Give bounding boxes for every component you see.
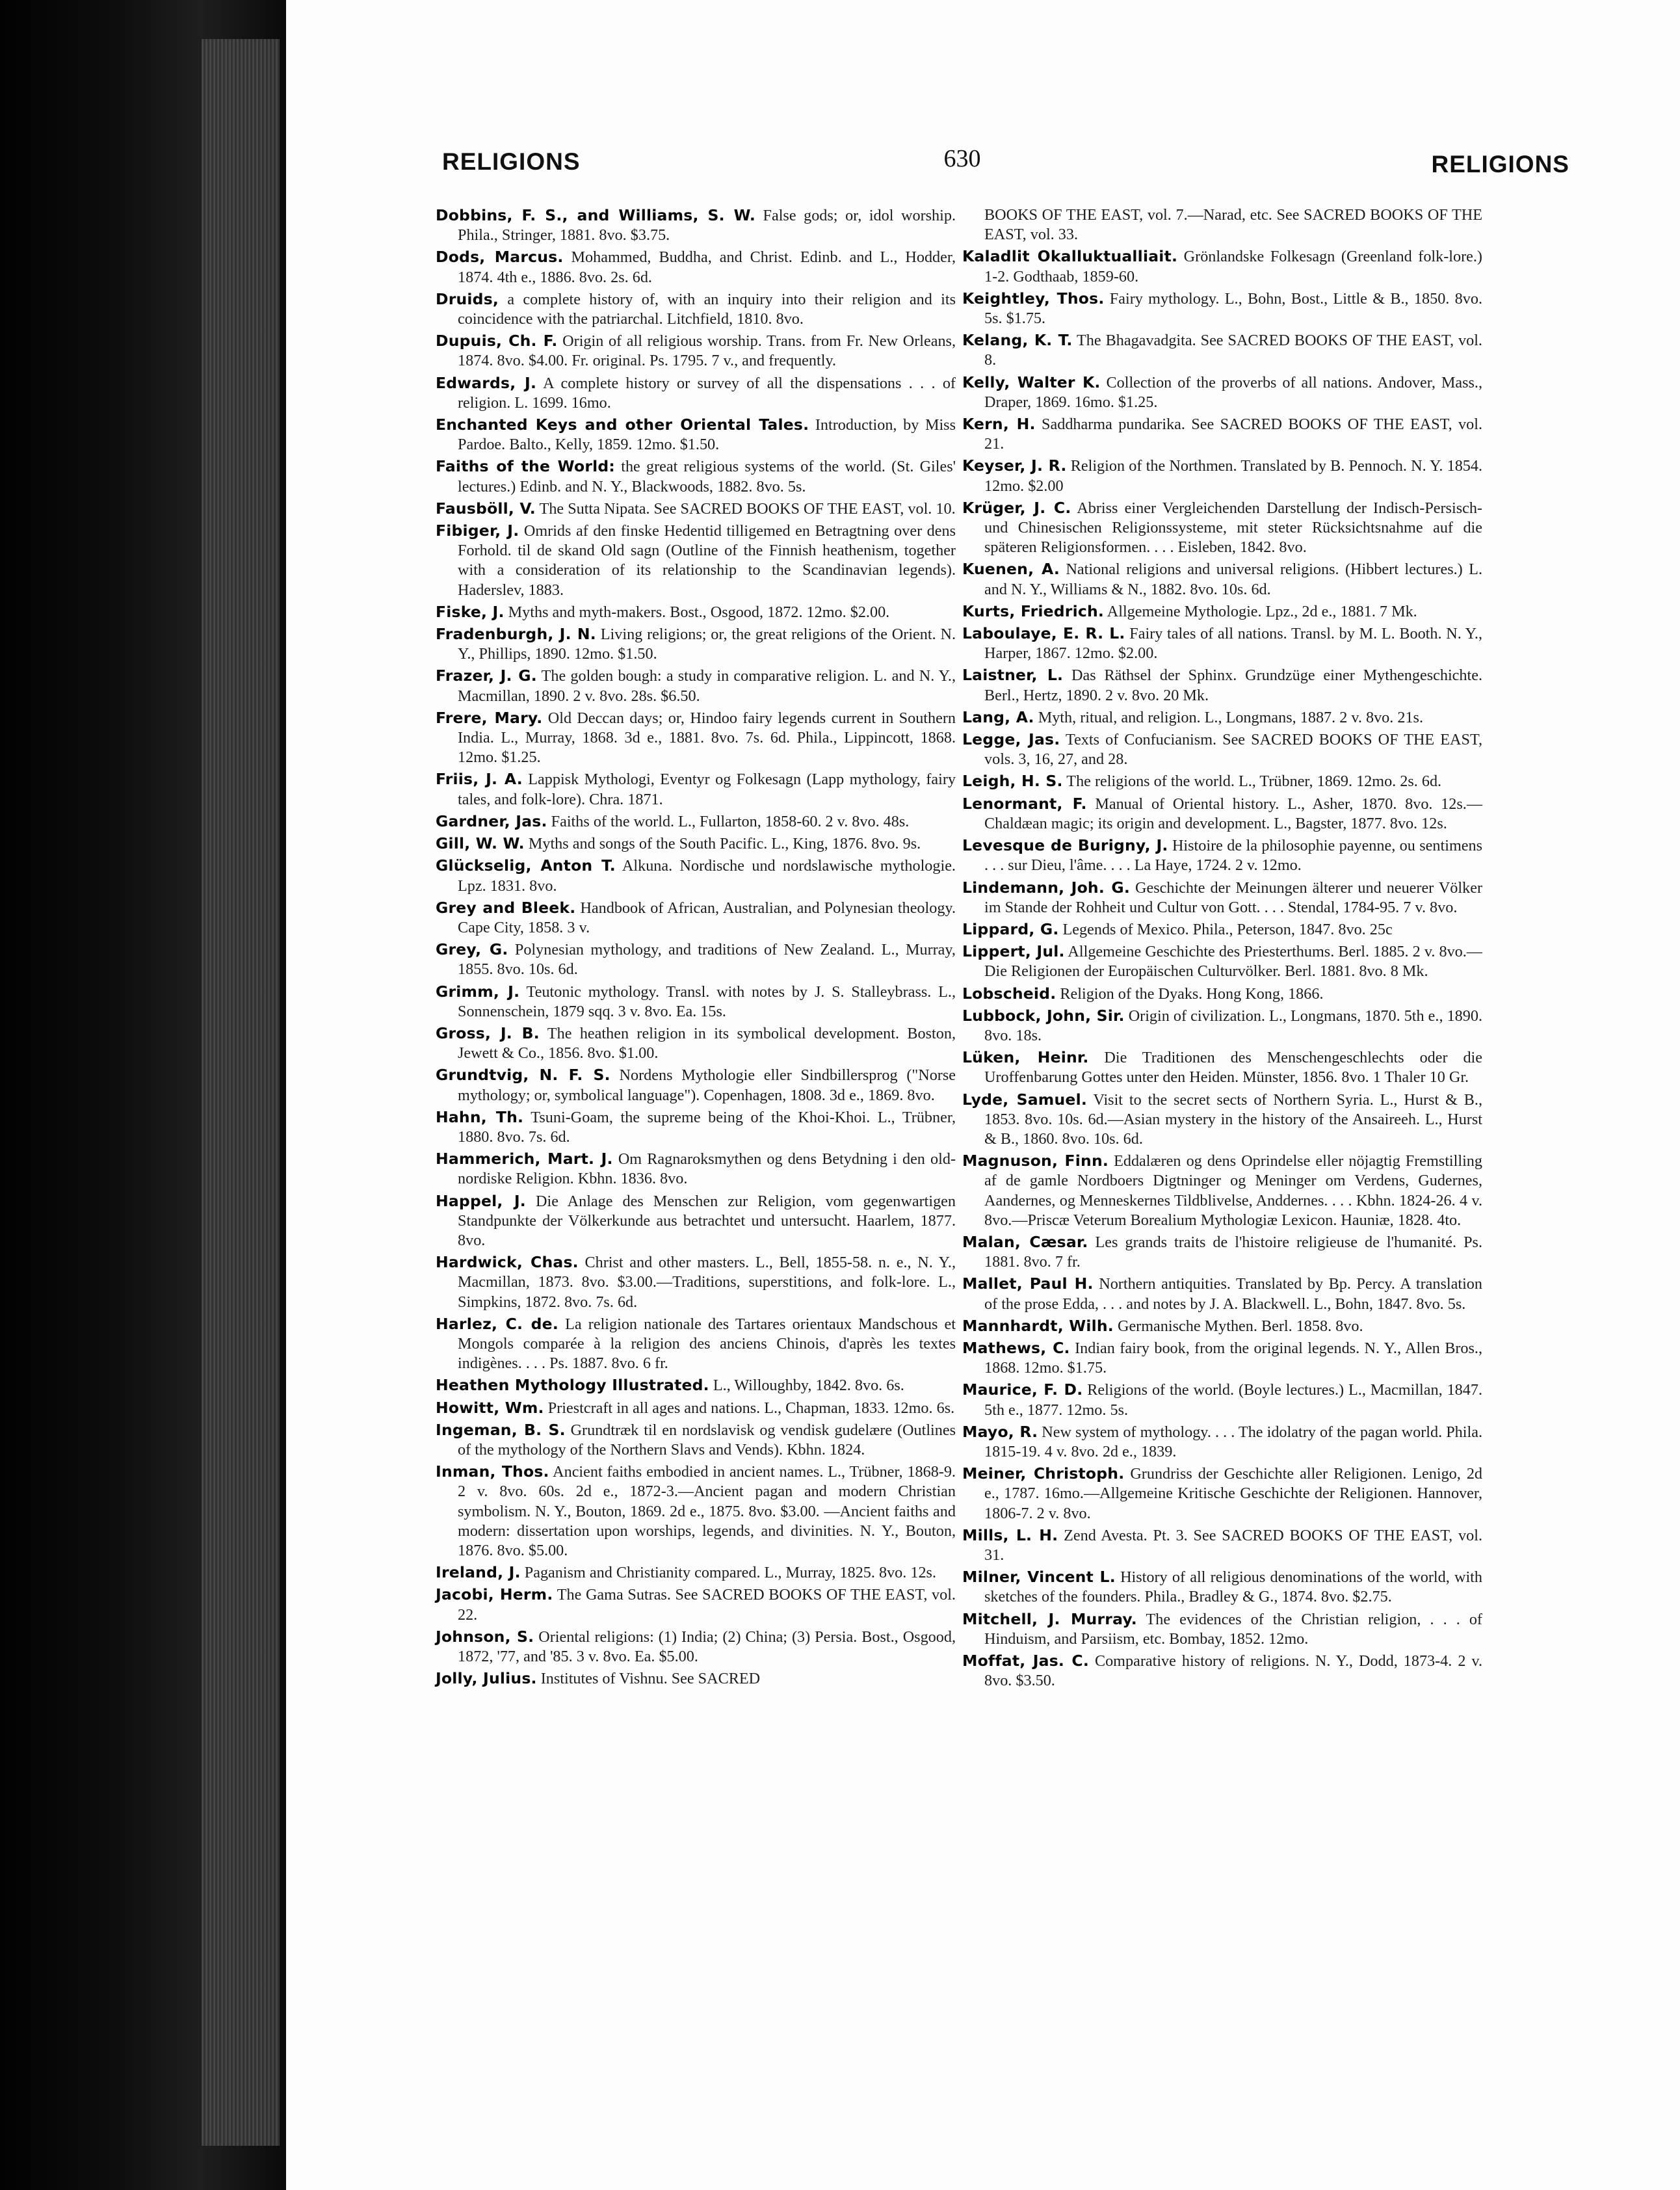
bibliography-entry xyxy=(962,1422,1482,1462)
entry-author: Krüger, J. C. xyxy=(962,498,1071,517)
entry-author: Harlez, C. de. xyxy=(436,1314,558,1333)
page-number: 630 xyxy=(943,145,981,172)
bibliography-entry xyxy=(436,1627,956,1667)
entry-author: Lindemann, Joh. G. xyxy=(962,878,1130,897)
entry-author: Mannhardt, Wilh. xyxy=(962,1316,1114,1335)
bibliography-entry xyxy=(436,856,956,895)
bibliography-entry xyxy=(436,624,956,664)
bibliography-entry xyxy=(962,942,1482,981)
entry-author: Grundtvig, N. F. S. xyxy=(436,1066,610,1085)
entry-text: Myths and myth-makers. Bost., Osgood, 1872. 12mo. $2.00. xyxy=(508,603,890,621)
entry-author: Hammerich, Mart. J. xyxy=(436,1150,613,1168)
entry-text: Myth, ritual, and religion. L., Longmans, 1887. 2 v. 8vo. 21s. xyxy=(1038,708,1424,726)
entry-text: Lappisk Mythologi, Eventyr og Folkesagn (Lapp mythology, fairy tales, and folk-lore). Chra. 1871. xyxy=(458,771,956,808)
entry-author: Howitt, Wm. xyxy=(436,1398,544,1417)
bibliography-entry xyxy=(962,373,1482,412)
entry-text: The Bhagavadgita. See SACRED BOOKS OF THE EAST, vol. 8. xyxy=(984,332,1482,369)
entry-text: The heathen religion in its symbolical development. Boston, Jewett & Co., 1856. 8vo. $1.00. xyxy=(458,1024,956,1062)
entry-author: Kurts, Friedrich. xyxy=(962,601,1105,620)
entry-author: Mitchell, J. Murray. xyxy=(962,1609,1137,1628)
bibliography-entry xyxy=(436,521,956,600)
entry-text: Texts of Confucianism. See SACRED BOOKS OF THE EAST, vols. 3, 16, 27, and 28. xyxy=(984,731,1482,769)
bibliography-entry xyxy=(436,289,956,329)
entry-text: Religions of the world. (Boyle lectures.) L., Macmillan, 1847. 5th e., 1877. 12mo. 5s. xyxy=(984,1381,1483,1419)
bibliography-entry xyxy=(436,1669,956,1689)
entry-text: Ancient faiths embodied in ancient names. L., Trübner, 1868-9. 2 v. 8vo. 60s. 2d e., 1872-3.—Ancient pagan and modern Christian symbolism. N. Y., Bouton, 1869. 2d e., 1875. 8vo. $3.00. —Ancient faiths and modern: dissertation upon worships, legends, and divinities. N. Y., Bouton, 1876. 8vo. $5.00. xyxy=(458,1463,956,1559)
entry-author: Keightley, Thos. xyxy=(962,289,1105,308)
entry-text: Old Deccan days; or, Hindoo fairy legends current in Southern India. L., Murray, 1868. 3d e., 1881. 8vo. 7s. 6d. Phila., Lippincott, 1868. 12mo. $1.25. xyxy=(458,709,956,767)
bibliography-entry xyxy=(436,1563,956,1583)
bibliography-entry xyxy=(962,1525,1482,1565)
entry-author: Happel, J. xyxy=(436,1191,526,1210)
bibliography-entry xyxy=(436,331,956,371)
bibliography-entry xyxy=(436,1585,956,1624)
entry-text: Histoire de la philosophie payenne, ou sentimens . . . sur Dieu, l'âme. . . . La Haye, 1724. 2 v. 12mo. xyxy=(984,837,1482,875)
entry-text: Eddalæren og dens Oprindelse eller nöjagtig Fremstilling af de gamle Nordboers Digtninger og Meninger om Verdens, Gudernes, Aandernes, og Menneskernes Tildblivelse, Anddernes. . . . Kbhn. 1824-26. 4 v. 8vo.—Priscæ Veterum Borealium Mythologiæ Lexicon. Hauniæ, 1828. 4to. xyxy=(984,1152,1482,1229)
entry-text: Origin of civilization. L., Longmans, 1870. 5th e., 1890. 8vo. 18s. xyxy=(984,1007,1482,1044)
bibliography-entry xyxy=(962,559,1482,599)
bibliography-entry xyxy=(962,1090,1482,1150)
entry-author: Grimm, J. xyxy=(436,982,520,1001)
entry-author: Lippert, Jul. xyxy=(962,942,1065,961)
entry-text: Abriss einer Vergleichenden Darstellung der Indisch-Persisch- und Chinesischen Religionssysteme, mit steter Rücksichtsnahme auf die späteren Religionsformen. . . . Eisleben, 1842. 8vo. xyxy=(984,499,1482,557)
bibliography-entry xyxy=(436,834,956,854)
entry-text: Nordens Mythologie eller Sindbillersprog ("Norse mythology; or, symbolical language"). Copenhagen, 1808. 3d e., 1869. 8vo. xyxy=(458,1066,956,1104)
bibliography-entry xyxy=(436,982,956,1022)
entry-text: the great religious systems of the world. (St. Giles' lectures.) Edinb. and N. Y., Blackwoods, 1882. 8vo. 5s. xyxy=(458,458,956,495)
bibliography-entry xyxy=(962,624,1482,663)
bibliography-entry xyxy=(962,1609,1482,1649)
continued-entry-text: BOOKS OF THE EAST, vol. 7.—Narad, etc. See SACRED BOOKS OF THE EAST, vol. 33. xyxy=(984,206,1482,244)
entry-author: Lenormant, F. xyxy=(962,794,1087,813)
entry-text: Teutonic mythology. Transl. with notes by J. S. Stalleybrass. L., Sonnenschein, 1879 sqq. 3 v. 8vo. Ea. 15s. xyxy=(458,983,956,1020)
entry-author: Mayo, R. xyxy=(962,1422,1038,1441)
entry-author: Fibiger, J. xyxy=(436,521,519,540)
bibliography-entry xyxy=(436,811,956,832)
entry-author: Magnuson, Finn. xyxy=(962,1152,1109,1170)
bibliography-entry xyxy=(962,1380,1482,1419)
entry-author: Enchanted Keys and other Oriental Tales. xyxy=(436,416,809,434)
entry-author: Dods, Marcus. xyxy=(436,248,564,267)
entry-text: Christ and other masters. L., Bell, 1855-58. n. e., N. Y., Macmillan, 1873. 8vo. $3.00.—Traditions, superstitions, and folk-lore. L., Simpkins, 1872. 8vo. 7s. 6d. xyxy=(458,1254,956,1311)
bibliography-entry xyxy=(962,1048,1482,1087)
bibliography-entry xyxy=(962,794,1482,834)
bibliography-entry xyxy=(962,1338,1482,1378)
entry-text: Die Anlage des Menschen zur Religion, vom gegenwartigen Standpunkte der Völkerkunde aus betrachtet und untersucht. Haarlem, 1877. 8vo. xyxy=(458,1192,956,1249)
entry-text: Fairy tales of all nations. Transl. by M. L. Booth. N. Y., Harper, 1867. 12mo. $2.00. xyxy=(984,625,1482,663)
bibliography-entry xyxy=(436,1191,956,1251)
entry-text: Northern antiquities. Translated by Bp. Percy. A translation of the prose Edda, . . . and notes by J. A. Blackwell. L., Bohn, 1847. 8vo. 5s. xyxy=(984,1275,1482,1313)
bibliography-entry xyxy=(962,1651,1482,1691)
bibliography-entry xyxy=(436,1420,956,1460)
entry-author: Fausböll, V. xyxy=(436,499,536,518)
entry-text: Oriental religions: (1) India; (2) China; (3) Persia. Bost., Osgood, 1872, '77, and '85. 3 v. 8vo. Ea. $5.00. xyxy=(458,1628,956,1666)
entry-text: Legends of Mexico. Phila., Peterson, 1847. 8vo. 25c xyxy=(1062,920,1393,938)
entry-author: Friis, J. A. xyxy=(436,770,523,789)
bibliography-entry xyxy=(962,836,1482,875)
bibliography-entry xyxy=(962,771,1482,791)
bibliography-entry xyxy=(436,602,956,622)
entry-author: Hardwick, Chas. xyxy=(436,1253,579,1272)
entry-text: Myths and songs of the South Pacific. L., King, 1876. 8vo. 9s. xyxy=(528,835,921,853)
entry-text: The Sutta Nipata. See SACRED BOOKS OF THE EAST, vol. 10. xyxy=(539,499,956,518)
entry-author: Jacobi, Herm. xyxy=(436,1585,553,1604)
bibliography-entry xyxy=(436,415,956,455)
entry-author: Fradenburgh, J. N. xyxy=(436,625,596,644)
bibliography-entry xyxy=(962,414,1482,454)
entry-author: Leigh, H. S. xyxy=(962,772,1063,791)
bibliography-entry xyxy=(962,707,1482,728)
entry-text: Handbook of African, Australian, and Polynesian theology. Cape City, 1858. 3 v. xyxy=(458,899,956,936)
entry-author: Frere, Mary. xyxy=(436,708,543,727)
bibliography-entry xyxy=(436,1023,956,1063)
bibliography-entry xyxy=(436,1252,956,1312)
entry-author: Malan, Cæsar. xyxy=(962,1232,1088,1251)
entry-author: Legge, Jas. xyxy=(962,730,1060,749)
entry-text: Introduction, by Miss Pardoe. Balto., Kelly, 1859. 12mo. $1.50. xyxy=(458,416,956,454)
bibliography-entry xyxy=(962,456,1482,495)
entry-text: Allgemeine Geschichte des Priesterthums. Berl. 1885. 2 v. 8vo.—Die Religionen der Europäischen Culturvölker. Berl. 1881. 8vo. 8 Mk. xyxy=(984,943,1482,981)
entry-text: La religion nationale des Tartares orientaux Mandschous et Mongols comparée à la religion des anciens Chinois, d'après les textes indigènes. . . . Ps. 1887. 8vo. 6 fr. xyxy=(458,1315,956,1373)
entry-text: Grundriss der Geschichte aller Religionen. Lenigo, 2d e., 1787. 16mo.—Allgemeine Kritische Geschichte der Religionen. Hannover, 1806-7. 2 v. 8vo. xyxy=(984,1465,1483,1522)
entry-author: Lang, A. xyxy=(962,707,1034,726)
entry-text: Mohammed, Buddha, and Christ. Edinb. and L., Hodder, 1874. 4th e., 1886. 8vo. 2s. 6d. xyxy=(458,248,956,286)
entry-author: Lüken, Heinr. xyxy=(962,1048,1089,1067)
bibliography-entry xyxy=(962,665,1482,705)
entry-text: Allgemeine Mythologie. Lpz., 2d e., 1881. 7 Mk. xyxy=(1107,602,1417,620)
bibliography-entry xyxy=(436,898,956,938)
entry-text: The golden bough: a study in comparative religion. L. and N. Y., Macmillan, 1890. 2 v. 8vo. 28s. $6.50. xyxy=(458,667,956,705)
bibliography-entry xyxy=(436,247,956,287)
bibliography-entry xyxy=(436,708,956,768)
entry-text: Faiths of the world. L., Fullarton, 1858-60. 2 v. 8vo. 48s. xyxy=(551,812,910,830)
entry-text: L., Willoughby, 1842. 8vo. 6s. xyxy=(713,1377,904,1395)
entry-text: Comparative history of religions. N. Y., Dodd, 1873-4. 2 v. 8vo. $3.50. xyxy=(984,1652,1482,1690)
bibliography-entry xyxy=(436,1462,956,1561)
bibliography-entry xyxy=(436,1314,956,1374)
bibliography-entry xyxy=(962,984,1482,1004)
entry-text: Zend Avesta. Pt. 3. See SACRED BOOKS OF THE EAST, vol. 31. xyxy=(984,1526,1482,1564)
entry-author: Frazer, J. G. xyxy=(436,666,537,685)
entry-author: Grey, G. xyxy=(436,940,508,959)
entry-text: Grundtræk til en nordslavisk og vendisk gudelære (Outlines of the mythology of the Northern Slavs and Vends). Kbhn. 1824. xyxy=(458,1421,956,1458)
entry-text: Institutes of Vishnu. See SACRED xyxy=(540,1670,761,1688)
bibliography-entry xyxy=(962,919,1482,940)
entry-text: A complete history or survey of all the dispensations . . . of religion. L. 1699. 16mo. xyxy=(458,374,956,412)
entry-text: Paganism and Christianity compared. L., Murray, 1825. 8vo. 12s. xyxy=(524,1564,937,1582)
entry-author: Jolly, Julius. xyxy=(436,1669,537,1688)
entry-author: Keyser, J. R. xyxy=(962,456,1067,475)
entry-author: Hahn, Th. xyxy=(436,1107,524,1126)
bibliography-entry xyxy=(436,456,956,496)
entry-text: Manual of Oriental history. L., Asher, 1870. 8vo. 12s.—Chaldæan magic; its origin and development. L., Bagster, 1877. 8vo. 12s. xyxy=(984,795,1483,832)
entry-text: Religion of the Northmen. Translated by B. Pennoch. N. Y. 1854. 12mo. $2.00 xyxy=(984,457,1483,495)
entry-author: Gill, W. W. xyxy=(436,834,525,853)
entry-text: Saddharma pundarika. See SACRED BOOKS OF THE EAST, vol. 21. xyxy=(984,416,1482,453)
entry-text: Fairy mythology. L., Bohn, Bost., Little & B., 1850. 8vo. 5s. $1.75. xyxy=(984,289,1482,328)
entry-text: Visit to the secret sects of Northern Syria. L., Hurst & B., 1853. 8vo. 10s. 6d.—Asian mystery in the history of the Ansaireeh. L., Hurst & B., 1860. 8vo. 10s. 6d. xyxy=(984,1090,1482,1148)
entry-author: Laboulaye, E. R. L. xyxy=(962,624,1125,643)
left-column xyxy=(436,205,956,1691)
entry-author: Levesque de Burigny, J. xyxy=(962,836,1168,855)
bibliography-entry xyxy=(962,289,1482,328)
bibliography-entry xyxy=(436,1149,956,1189)
entry-author: Kaladlit Okalluktualliait. xyxy=(962,247,1178,266)
entry-author: Meiner, Christoph. xyxy=(962,1464,1125,1483)
entry-text: The religions of the world. L., Trübner, 1869. 12mo. 2s. 6d. xyxy=(1066,772,1442,791)
entry-text: The Gama Sutras. See SACRED BOOKS OF THE EAST, vol. 22. xyxy=(458,1586,956,1624)
entry-author: Mathews, C. xyxy=(962,1338,1070,1357)
bibliography-entry xyxy=(436,1375,956,1395)
bibliography-entry xyxy=(436,499,956,519)
entry-text: Omrids af den finske Hedentid tilligemed en Betragtning over dens Forhold. til de skand Old sagn (Outline of the Finnish heathenism, together with a consideration of its relationship to the Scandinavian legends). Haderslev, 1883. xyxy=(458,522,956,599)
entry-author: Kuenen, A. xyxy=(962,560,1060,579)
header-right-title: RELIGIONS xyxy=(1431,151,1569,178)
entry-text: Polynesian mythology, and traditions of New Zealand. L., Murray, 1855. 8vo. 10s. 6d. xyxy=(458,941,956,979)
bibliography-entry xyxy=(436,1107,956,1147)
entry-author: Glückselig, Anton T. xyxy=(436,856,616,875)
entry-author: Kelang, K. T. xyxy=(962,331,1073,350)
entry-author: Johnson, S. xyxy=(436,1627,534,1646)
entry-author: Lobscheid. xyxy=(962,984,1057,1003)
entry-author: Moffat, Jas. C. xyxy=(962,1652,1089,1670)
right-column xyxy=(962,205,1482,1693)
entry-author: Edwards, J. xyxy=(436,373,537,392)
entry-author: Kern, H. xyxy=(962,415,1036,434)
book-page xyxy=(286,0,1680,2190)
entry-text: Indian fairy book, from the original legends. N. Y., Allen Bros., 1868. 12mo. $1.75. xyxy=(984,1339,1482,1377)
entry-text: Grönlandske Folkesagn (Greenland folk-lore.) 1-2. Godthaab, 1859-60. xyxy=(984,248,1482,285)
entry-author: Fiske, J. xyxy=(436,602,505,621)
entry-author: Lippard, G. xyxy=(962,919,1059,938)
entry-author: Gardner, Jas. xyxy=(436,811,547,830)
entry-author: Ingeman, B. S. xyxy=(436,1420,566,1439)
bibliography-entry xyxy=(962,1274,1482,1313)
entry-author: Druids, xyxy=(436,289,499,308)
entry-text: a complete history of, with an inquiry into their religion and its coincidence with the patriarchal. Litchfield, 1810. 8vo. xyxy=(458,290,956,328)
bibliography-entry xyxy=(962,601,1482,622)
entry-text: Living religions; or, the great religions of the Orient. N. Y., Phillips, 1890. 12mo. $1.50. xyxy=(458,626,956,663)
entry-author: Grey and Bleek. xyxy=(436,898,576,917)
bibliography-entry xyxy=(436,373,956,413)
entry-text: Origin of all religious worship. Trans. from Fr. New Orleans, 1874. 8vo. $4.00. Fr. original. Ps. 1795. 7 v., and frequently. xyxy=(458,332,956,370)
bibliography-entry xyxy=(436,1398,956,1418)
entry-author: Mills, L. H. xyxy=(962,1525,1058,1544)
bibliography-entry xyxy=(962,498,1482,558)
bibliography-entry xyxy=(436,666,956,706)
bibliography-entry xyxy=(962,878,1482,917)
entry-author: Milner, Vincent L. xyxy=(962,1568,1116,1587)
bibliography-entry xyxy=(962,1006,1482,1046)
entry-text: Priestcraft in all ages and nations. L., Chapman, 1833. 12mo. 6s. xyxy=(547,1399,955,1417)
entry-text: Religion of the Dyaks. Hong Kong, 1866. xyxy=(1060,984,1324,1003)
bibliography-entry xyxy=(436,1065,956,1105)
entry-author: Dobbins, F. S., and Williams, S. W. xyxy=(436,206,755,224)
bibliography-entry xyxy=(436,769,956,809)
running-header xyxy=(286,145,1680,187)
entry-text: History of all religious denominations of the world, with sketches of the founders. Phila., Bradley & G., 1874. 8vo. $2.75. xyxy=(984,1568,1483,1606)
page-edges xyxy=(202,39,280,2146)
bibliography-entry xyxy=(962,1316,1482,1336)
entry-author: Heathen Mythology Illustrated. xyxy=(436,1376,709,1395)
entry-author: Lyde, Samuel. xyxy=(962,1090,1087,1109)
bibliography-entry xyxy=(962,330,1482,370)
entry-author: Kelly, Walter K. xyxy=(962,373,1101,391)
entry-author: Faiths of the World: xyxy=(436,457,615,476)
entry-author: Dupuis, Ch. F. xyxy=(436,332,558,350)
entry-author: Ireland, J. xyxy=(436,1563,521,1582)
bibliography-entry xyxy=(962,1232,1482,1272)
bibliography-entry xyxy=(962,730,1482,769)
entry-text: New system of mythology. . . . The idolatry of the pagan world. Phila. 1815-19. 4 v. 8vo. 2d e., 1839. xyxy=(984,1423,1482,1460)
bibliography-entry xyxy=(436,940,956,979)
entry-author: Gross, J. B. xyxy=(436,1023,540,1042)
entry-text: Die Traditionen des Menschengeschlechts oder die Uroffenbarung Gottes unter den Heiden. Münster, 1856. 8vo. 1 Thaler 10 Gr. xyxy=(984,1049,1483,1087)
bibliography-entry xyxy=(962,1567,1482,1607)
entry-author: Maurice, F. D. xyxy=(962,1380,1083,1399)
entry-text: National religions and universal religions. (Hibbert lectures.) L. and N. Y., Williams & N., 1882. 8vo. 10s. 6d. xyxy=(984,561,1483,598)
bibliography-entry xyxy=(962,1151,1482,1230)
entry-author: Mallet, Paul H. xyxy=(962,1274,1094,1293)
entry-text: Collection of the proverbs of all nations. Andover, Mass., Draper, 1869. 16mo. $1.25. xyxy=(984,373,1482,411)
entry-text: The evidences of the Christian religion, . . . of Hinduism, and Parsiism, etc. Bombay, 1852. 12mo. xyxy=(984,1610,1482,1648)
bibliography-entry xyxy=(962,1464,1482,1524)
entry-author: Inman, Thos. xyxy=(436,1462,549,1481)
bibliography-entry xyxy=(436,205,956,245)
entry-text: False gods; or, idol worship. Phila., Stringer, 1881. 8vo. $3.75. xyxy=(458,207,956,244)
entry-author: Laistner, L. xyxy=(962,666,1064,685)
entry-text: Das Räthsel der Sphinx. Grundzüge einer Mythengeschichte. Berl., Hertz, 1890. 2 v. 8vo. 20 Mk. xyxy=(984,666,1482,704)
entry-author: Lubbock, John, Sir. xyxy=(962,1006,1125,1025)
entry-text: Les grands traits de l'histoire religieuse de l'humanité. Ps. 1881. 8vo. 7 fr. xyxy=(984,1233,1483,1271)
bibliography-entry xyxy=(962,246,1482,286)
entry-text: Tsuni-Goam, the supreme being of the Khoi-Khoi. L., Trübner, 1880. 8vo. 7s. 6d. xyxy=(458,1108,956,1146)
entry-text: Geschichte der Meinungen älterer und neuerer Völker im Stande der Rohheit und Cultur von Gott. . . . Stendal, 1784-95. 7 v. 8vo. xyxy=(984,878,1483,916)
entry-text: Germanische Mythen. Berl. 1858. 8vo. xyxy=(1117,1317,1363,1335)
header-left-title: RELIGIONS xyxy=(442,148,581,175)
entry-text: Om Ragnaroksmythen og dens Betydning i den old-nordiske Religion. Kbhn. 1836. 8vo. xyxy=(458,1150,956,1188)
entry-text: Alkuna. Nordische und nordslawische mythologie. Lpz. 1831. 8vo. xyxy=(458,857,956,895)
